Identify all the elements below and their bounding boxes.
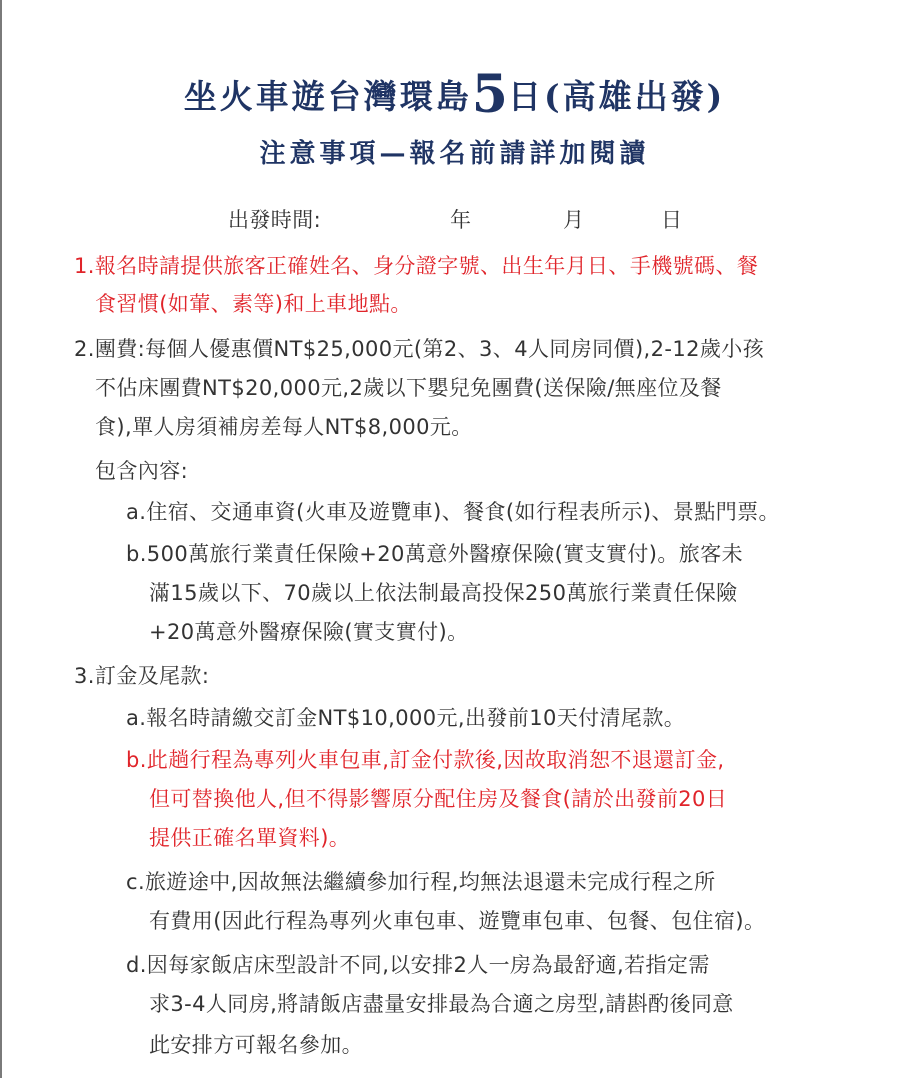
page-subtitle: 注意事項—報名前請詳加閱讀 (259, 139, 650, 169)
deposit-d-line-1: d.因每家飯店床型設計不同,以安排2人一房為最舒適,若指定需 (126, 953, 710, 977)
page-title (0, 64, 909, 125)
included-b-line-3: +20萬意外醫療保險(實支實付)。 (149, 620, 469, 644)
note-1-line-2: 食習慣(如葷、素等)和上車地點。 (95, 292, 412, 316)
title-day-count: 5 (471, 64, 508, 125)
note-3-heading: 3.訂金及尾款: (74, 664, 210, 688)
included-heading: 包含內容: (95, 459, 189, 483)
deposit-b-line-2: 但可替換他人,但不得影響原分配住房及餐食(請於出發前20日 (149, 787, 728, 811)
note-2-line-1: 2.團費:每個人優惠價NT$25,000元(第2、3、4人同房同價),2-12歲小孩 (74, 337, 765, 361)
departure-month-label: 月 (563, 208, 585, 232)
title-prefix: 坐火車遊台灣環島 (183, 77, 472, 116)
included-a: a.住宿、交通車資(火車及遊覽車)、餐食(如行程表所示)、景點門票。 (126, 500, 780, 524)
deposit-d-line-2: 求3-4人同房,將請飯店盡量安排最為合適之房型,請斟酌後同意 (149, 992, 734, 1016)
included-b-line-1: b.500萬旅行業責任保險+20萬意外醫療保險(實支實付)。旅客未 (126, 542, 743, 566)
note-2-line-3: 食),單人房須補房差每人NT$8,000元。 (95, 415, 473, 439)
note-2-line-2: 不佔床團費NT$20,000元,2歲以下嬰兒免團費(送保險/無座位及餐 (95, 376, 722, 400)
deposit-d-line-3: 此安排方可報名參加。 (149, 1033, 363, 1057)
included-b-line-2: 滿15歲以下、70歲以上依法制最高投保250萬旅行業責任保險 (149, 581, 738, 605)
departure-year-label: 年 (450, 208, 472, 232)
title-suffix: 日(高雄出發) (507, 77, 726, 116)
departure-date-line (228, 205, 682, 235)
deposit-c-line-1: c.旅遊途中,因故無法繼續參加行程,均無法退還未完成行程之所 (126, 870, 716, 894)
deposit-c-line-2: 有費用(因此行程為專列火車包車、遊覽車包車、包餐、包住宿)。 (149, 909, 766, 933)
note-1-line-1: 1.報名時請提供旅客正確姓名、身分證字號、出生年月日、手機號碼、餐 (74, 254, 759, 278)
departure-date-label: 出發時間: (228, 208, 322, 232)
departure-day-label: 日 (661, 208, 683, 232)
deposit-a: a.報名時請繳交訂金NT$10,000元,出發前10天付清尾款。 (126, 706, 686, 730)
deposit-b-line-1: b.此趟行程為專列火車包車,訂金付款後,因故取消恕不退還訂金, (126, 748, 725, 772)
deposit-b-line-3: 提供正確名單資料)。 (149, 826, 351, 850)
